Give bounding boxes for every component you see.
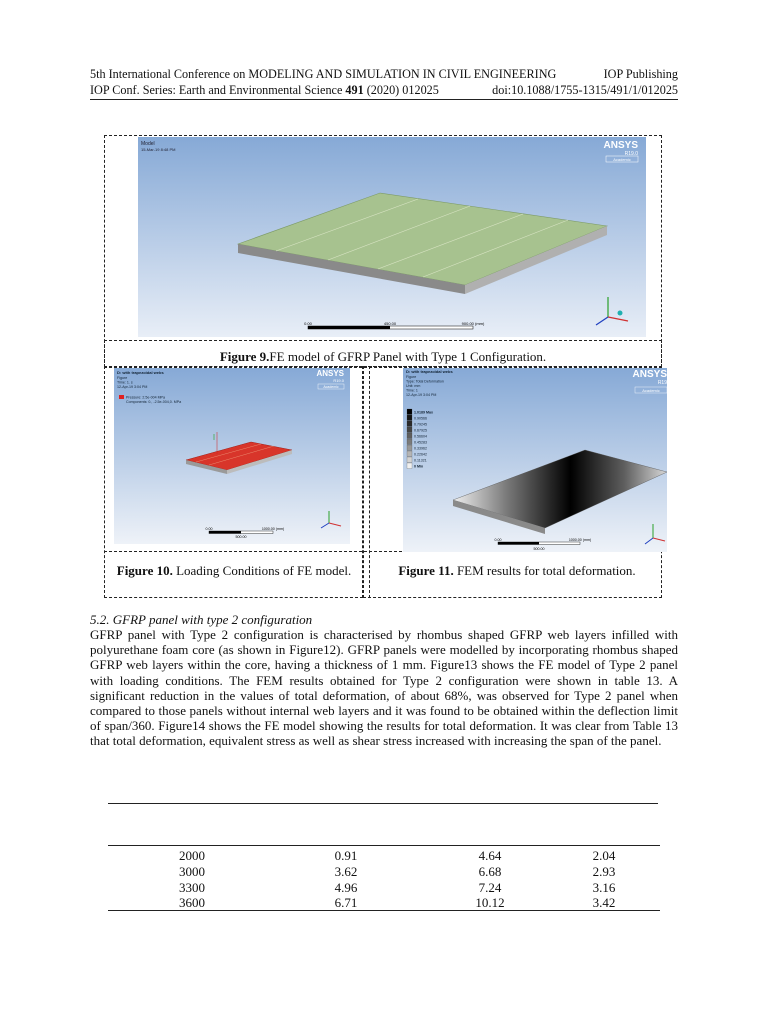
legend-label: 0.56604 (414, 434, 427, 439)
model-title: D: with trapezoidal webs (406, 369, 453, 374)
ansys-logo: ANSYS (632, 369, 667, 380)
legend-swatch (407, 445, 412, 451)
header-rule (90, 99, 678, 100)
model-date: 15-Mar-19 8:48 PM (141, 147, 176, 152)
table-header-rule (108, 845, 660, 846)
table-cell: 10.12 (475, 895, 505, 911)
table-cell: 2.93 (592, 863, 616, 879)
legend-label: 0.11321 (414, 458, 427, 463)
table-cell: 4.64 (478, 848, 502, 863)
table-cell: 2.04 (592, 848, 616, 863)
figure11-image (403, 368, 667, 552)
scale-bar-fill (308, 326, 390, 329)
legend-label: 1.0189 Max (414, 410, 433, 415)
figure10-caption: Figure 10. Loading Conditions of FE model. (116, 563, 352, 578)
scale-label-mid: 500.00 (235, 535, 247, 539)
legend-pressure: Pressure: 2.5e-004 MPa (126, 395, 165, 400)
scale-label-mid: 450.00 (383, 321, 397, 326)
ansys-release: R19.0 (624, 151, 638, 157)
model-title: D: with trapezoidal webs (117, 370, 164, 375)
legend-label: 0.67925 (414, 428, 427, 433)
model-label: Model (141, 141, 155, 147)
model-sub4: Time: 1 (406, 388, 418, 393)
scale-label-mid: 500.00 (533, 547, 545, 551)
figure10-image (114, 368, 350, 544)
legend-swatch (407, 421, 412, 427)
model-sub5: 12-Apr-19 3:04 PM (406, 393, 437, 397)
journal-citation: IOP Conf. Series: Earth and Environmental Science 491 (2020) 012025 (90, 83, 439, 97)
legend-label: 0.22642 (414, 452, 427, 457)
legend-swatch (407, 415, 412, 421)
academic-label: Academic (323, 385, 339, 389)
figure9-image (138, 137, 646, 337)
table-cell: 3000 (179, 863, 205, 879)
table-cell: 3600 (179, 895, 205, 911)
legend-swatch (407, 427, 412, 433)
table-cell: 3.42 (592, 895, 616, 911)
table-cell: 6.68 (478, 863, 502, 879)
model-sub1: Figure (406, 375, 417, 379)
table-cell: 3.16 (592, 879, 616, 895)
model-sub1: Figure (117, 376, 128, 380)
ansys-logo: ANSYS (316, 369, 344, 378)
ansys-logo: ANSYS (603, 140, 638, 151)
ansys-release: R19.0 (333, 378, 344, 383)
legend-swatch (407, 463, 412, 469)
academic-label: Academic (642, 388, 660, 393)
legend-label: 0.45283 (414, 440, 427, 445)
legend-swatch (407, 409, 412, 415)
scale-label-0: 0.00 (304, 321, 312, 326)
figure9-caption: Figure 9.FE model of GFRP Panel with Type 1 Configuration. (219, 349, 547, 364)
table-cell: 3300 (179, 879, 205, 895)
model-sub2: Type: Total Deformation (406, 379, 444, 384)
table-cell: 6.71 (334, 895, 358, 911)
legend-swatch (407, 451, 412, 457)
table-cell: 3.62 (334, 863, 358, 879)
scale-label-max: 1000.00 (mm) (261, 527, 285, 531)
academic-label: Academic (613, 157, 631, 162)
model-sub3: 12-Apr-19 3:04 PM (117, 385, 148, 389)
table-bottom-rule (108, 910, 660, 911)
figure11-caption: Figure 11. FEM results for total deformation. (398, 563, 636, 578)
legend-label: 0.90566 (414, 416, 427, 421)
triad-sphere (618, 311, 623, 316)
publisher: IOP Publishing (603, 67, 678, 81)
model-sub2: Time: 1. s (117, 380, 133, 385)
legend-swatch (407, 433, 412, 439)
legend-label: 0.33962 (414, 446, 427, 451)
scale-label-max: 1000.00 (mm) (568, 538, 592, 542)
scale-label-0: 0.00 (205, 527, 213, 531)
section-heading: 5.2. GFRP panel with type 2 configuration (90, 612, 313, 627)
legend-components: Components: 0., -2.5e-004,0. MPa (126, 400, 182, 404)
conference-name: 5th International Conference on MODELING AND SIMULATION IN CIVIL ENGINEERING (90, 67, 557, 81)
model-sub3: Unit: mm (406, 384, 421, 388)
body-paragraph: GFRP panel with Type 2 configuration is characterised by rhombus shaped GFRP web layers infilled with polyurethane foam core (as shown in Figure12). GFRP panels were modelled by incorporating rhombus shaped GFRP web layers within the core, having a thickness of 1 mm. Figure13 shows the FE model of Type 2 panel with loading conditions. The FEM results obtained for Type 2 configuration were shown in table 13. A significant reduction in the values of total deformation, of about 68%, was observed for Type 2 panel when compared to those panels without internal web layers and it was found to be obtained within the deflection limit of span/360. Figure14 shows the FE model showing the results for total deformation. It was clear from Table 13 that total deformation, equivalent stress as well as shear stress increased with increasing the span of the panel. (90, 627, 678, 749)
table-cell: 7.24 (478, 879, 502, 895)
figure-divider (369, 366, 370, 598)
table-cell: 2000 (179, 848, 205, 863)
table-cell: 4.96 (334, 879, 358, 895)
doi: doi:10.1088/1755-1315/491/1/012025 (492, 83, 678, 97)
scale-bar-fill (498, 542, 539, 545)
scale-bar-fill (209, 531, 241, 534)
legend-swatch (119, 395, 124, 399)
table-top-rule (108, 803, 658, 804)
legend-swatch (407, 457, 412, 463)
legend-label: 0.79245 (414, 422, 427, 427)
ansys-release: R19 (657, 380, 667, 386)
table-cell: 0.91 (334, 848, 358, 863)
legend-swatch (407, 439, 412, 445)
legend-label: 0 Min (414, 464, 424, 469)
scale-label-0: 0.00 (494, 538, 502, 542)
scale-label-max: 900.00 (mm) (461, 321, 485, 326)
